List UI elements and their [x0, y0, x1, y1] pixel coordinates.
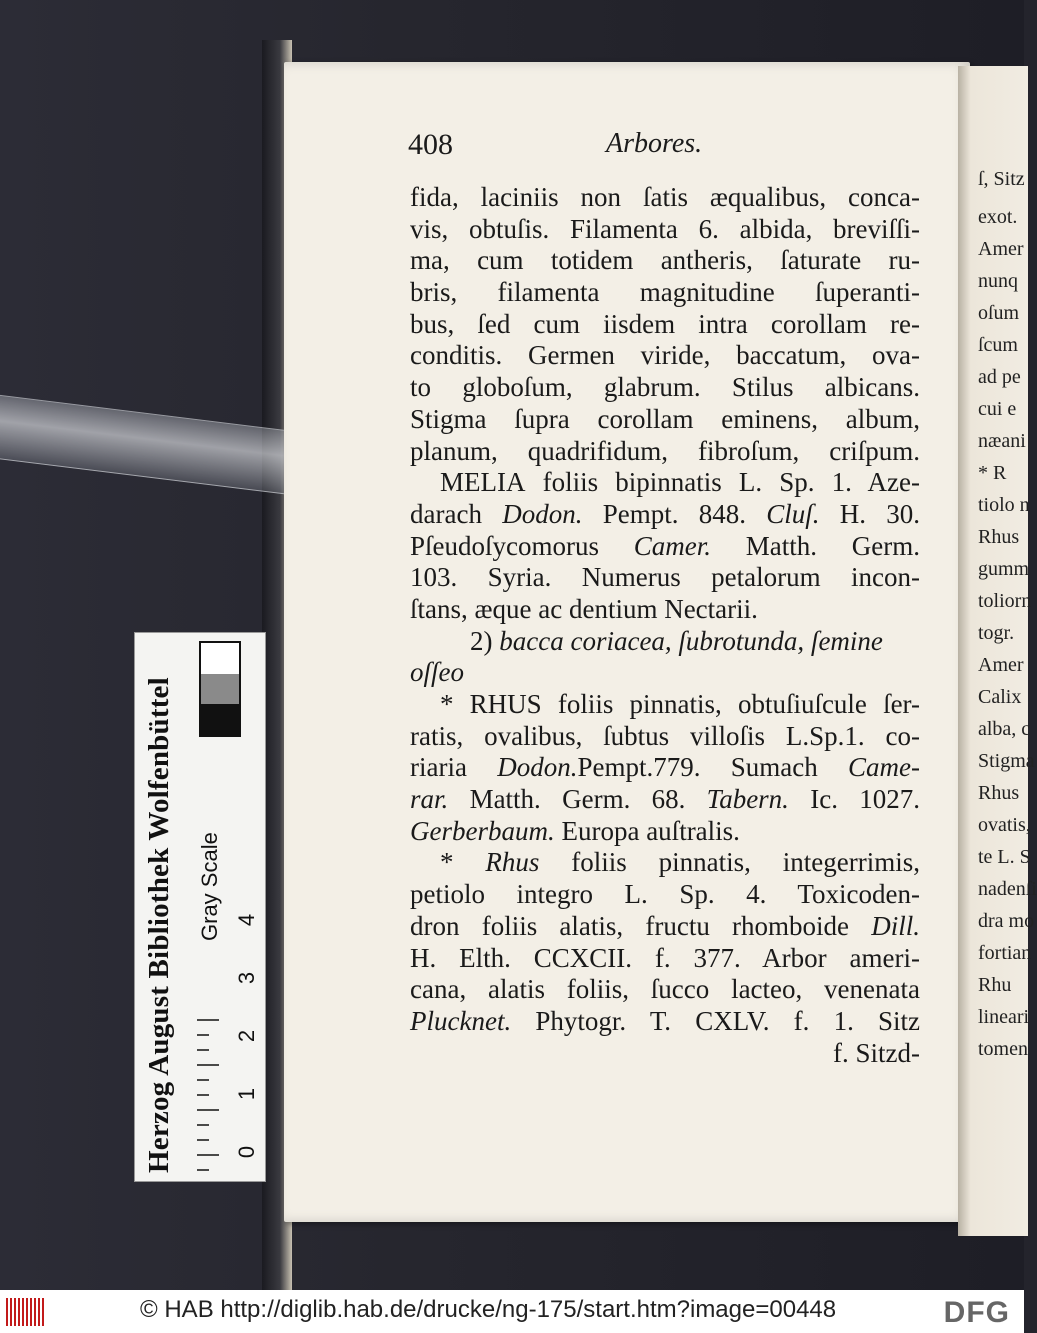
- melia-entry-line: [410, 467, 920, 499]
- text-line: [410, 531, 920, 563]
- next-page-fragment: lineari: [978, 1006, 1030, 1028]
- next-page-fragment: ſ, Sitz: [978, 168, 1025, 190]
- text-span: Ic. 1027.: [788, 784, 920, 815]
- next-page-fragment: toliorn: [978, 590, 1032, 612]
- next-page-fragment: exot.: [978, 206, 1018, 228]
- copyright-url-text: © HAB http://diglib.hab.de/drucke/ng-175/start.htm?image=00448: [140, 1296, 837, 1323]
- next-page-fragment: * R: [978, 462, 1007, 484]
- ruler-number-0: 0: [234, 1145, 260, 1159]
- text-line: cana, alatis foliis, ſucco lacteo, venenata: [410, 974, 920, 1005]
- next-page-fragment: Rhus: [978, 526, 1020, 548]
- next-page-fragment: Rhu: [978, 974, 1012, 996]
- text-line: [410, 911, 920, 943]
- text-line: ſtans, æque ac dentium Nectarii.: [410, 593, 758, 624]
- italic-span: rar.: [410, 784, 449, 815]
- text-line: planum, quadrifidum, fibroſum, criſpum.: [410, 435, 920, 466]
- ruler-gray-scale-label: Gray Scale: [197, 832, 222, 941]
- text-line: conditis. Germen viride, baccatum, ova-: [410, 340, 920, 371]
- italic-span: Dill.: [871, 910, 920, 941]
- next-page-fragment: ad pe: [978, 366, 1021, 388]
- text-line: [410, 784, 920, 816]
- genus-melia: MELIA: [440, 467, 526, 498]
- text-line: petiolo integro L. Sp. 4. Toxicoden-: [410, 879, 920, 910]
- text-span: H. 30.: [819, 498, 920, 529]
- ruler-number-1: 1: [234, 1087, 260, 1101]
- text-span: foliis pinnatis, obtuſiuſcule ſer-: [541, 689, 921, 719]
- catchword: f. Sitzd-: [833, 1037, 920, 1068]
- ruler-number-2: 2: [234, 1029, 260, 1043]
- ruler-number-3: 3: [234, 971, 260, 985]
- italic-span: Dodon.: [502, 498, 583, 529]
- text-span: foliis bipinnatis L. Sp. 1. Aze-: [525, 467, 920, 498]
- italic-span: Gerberbaum.: [410, 815, 555, 846]
- gray-patch-white: [201, 643, 239, 674]
- text-line: H. Elth. CCXCII. f. 377. Arbor ameri-: [410, 942, 920, 973]
- ruler-number-4: 4: [234, 913, 260, 927]
- gray-scale-ruler: [134, 632, 266, 1182]
- text-span: *: [440, 689, 470, 719]
- text-span: 2): [470, 625, 500, 656]
- italic-span: oſſeo: [410, 657, 464, 688]
- text-span: Pſeudoſycomorus: [410, 530, 634, 561]
- rhus-entry-line: [410, 847, 920, 879]
- gray-patch-mid: [201, 674, 239, 705]
- page-body-text: [410, 182, 920, 1069]
- page-header: [408, 128, 918, 168]
- next-page-fragment: fortian: [978, 942, 1032, 964]
- italic-span: Rhus: [485, 847, 540, 878]
- next-page-edge: [958, 66, 1037, 1236]
- text-span: Matth. Germ. 68.: [448, 784, 707, 815]
- text-line: [410, 816, 920, 848]
- next-page-fragment: Rhus: [978, 782, 1020, 804]
- next-page-fragment: Calix: [978, 686, 1022, 708]
- next-page-fragment: tiolo n: [978, 494, 1030, 516]
- running-head: Arbores.: [606, 128, 703, 159]
- next-page-fragment: Amer: [978, 238, 1024, 260]
- italic-span: Cluſ.: [766, 498, 820, 529]
- italic-span: Dodon.: [497, 752, 578, 783]
- text-span: Matth. Germ.: [711, 530, 920, 561]
- next-page-fragment: dra mo: [978, 910, 1035, 932]
- text-span: riaria: [410, 752, 498, 783]
- text-span: darach: [410, 498, 503, 529]
- text-line: [410, 752, 920, 784]
- next-page-fragment: nadenſi: [978, 878, 1037, 900]
- next-page-fragment: Amer: [978, 654, 1024, 676]
- text-line: [410, 499, 920, 531]
- next-page-fragment: Stigma: [978, 750, 1035, 772]
- page-number: 408: [408, 128, 453, 161]
- next-page-fragment: cui e: [978, 398, 1017, 420]
- text-span: Pempt.779. Sumach: [577, 752, 849, 783]
- next-page-fragment: ovatis,: [978, 814, 1031, 836]
- gray-patches: [199, 641, 241, 737]
- genus-rhus: RHUS: [469, 689, 542, 719]
- text-span: Phytogr. T. CXLV. f. 1. Sitz: [511, 1005, 920, 1036]
- text-span: foliis pinnatis, integerrimis,: [539, 847, 921, 878]
- text-line: ma, cum totidem antheris, ſaturate ru-: [410, 245, 920, 276]
- next-page-fragment: oſum: [978, 302, 1020, 324]
- text-span: Pempt. 848.: [582, 498, 767, 529]
- next-page-fragment: togr.: [978, 622, 1015, 644]
- next-page-fragment: te L. S: [978, 846, 1031, 868]
- text-line: bris, filamenta magnitudine ſuperanti-: [410, 277, 920, 308]
- next-page-fragment: nunq: [978, 270, 1018, 292]
- text-line: to globoſum, glabrum. Stilus albicans.: [410, 372, 920, 403]
- text-line: 103. Syria. Numerus petalorum incon-: [410, 562, 920, 593]
- next-page-fragment: næani: [978, 430, 1026, 452]
- next-page-fragment: alba, c: [978, 718, 1031, 740]
- gray-patch-black: [201, 704, 239, 735]
- rhus-entry-line: [410, 689, 920, 721]
- section-heading: [410, 626, 920, 658]
- italic-span: bacca coriacea, ſubrotunda, ſemine: [499, 625, 883, 656]
- hab-barcode-icon: [6, 1298, 48, 1326]
- dfg-logo: DFG: [943, 1296, 1010, 1329]
- italic-span: Plucknet.: [410, 1005, 512, 1036]
- text-line: ratis, ovalibus, ſubtus villoſis L.Sp.1. co-: [410, 720, 920, 751]
- text-line: fida, laciniis non ſatis æqualibus, conca-: [410, 182, 920, 212]
- text-span: dron foliis alatis, fructu rhomboide: [410, 910, 872, 941]
- text-line: vis, obtuſis. Filamenta 6. albida, breviſſi-: [410, 213, 920, 244]
- italic-span: Camer.: [633, 530, 712, 561]
- italic-span: Came-: [848, 752, 920, 783]
- text-line: Stigma ſupra corollam eminens, album,: [410, 403, 920, 434]
- next-page-fragment: tomen: [978, 1038, 1028, 1060]
- next-page-fragment: gumm: [978, 558, 1030, 580]
- text-line: bus, ſed cum iisdem intra corollam re-: [410, 308, 920, 339]
- section-heading-cont: [410, 657, 920, 689]
- text-span: *: [440, 847, 486, 878]
- ruler-institution-name: Herzog August Bibliothek Wolfenbüttel: [143, 677, 175, 1173]
- text-line: [410, 1006, 920, 1038]
- footer-bar: [0, 1290, 1024, 1333]
- italic-span: Tabern.: [706, 784, 789, 815]
- text-span: Europa auſtralis.: [554, 815, 740, 846]
- next-page-fragment: ſcum: [978, 334, 1018, 356]
